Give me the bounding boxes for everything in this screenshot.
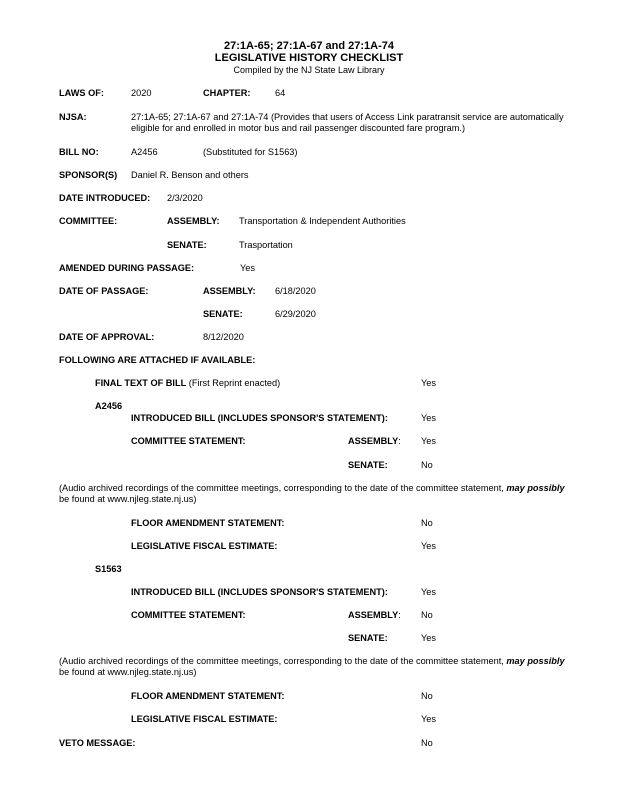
chapter-value: 64 [275, 88, 286, 98]
committee-senate-label: SENATE: [167, 240, 207, 250]
s1563-fiscal-label: LEGISLATIVE FISCAL ESTIMATE: [131, 714, 278, 724]
sponsors-label: SPONSOR(S) [59, 170, 118, 180]
a2456-committee-label: COMMITTEE STATEMENT: [131, 436, 246, 446]
committee-assembly-label: ASSEMBLY: [167, 216, 220, 226]
document-title-line2: LEGISLATIVE HISTORY CHECKLIST [214, 52, 404, 64]
audio-note-2-line2: be found at www.njleg.state.nj.us) [59, 667, 197, 677]
s1563-assembly-label-row [348, 610, 401, 621]
chapter-label: CHAPTER: [203, 88, 251, 98]
s1563-assembly-label: ASSEMBLY [348, 610, 399, 620]
s1563-floor-label: FLOOR AMENDMENT STATEMENT: [131, 691, 285, 701]
a2456-floor-label: FLOOR AMENDMENT STATEMENT: [131, 518, 285, 528]
veto-value: No [421, 738, 433, 748]
document-title-line1: 27:1A-65; 27:1A-67 and 27:1A-74 [224, 40, 394, 52]
s1563-senate-value: Yes [421, 633, 436, 643]
s1563-introduced-label: INTRODUCED BILL (INCLUDES SPONSOR'S STATEMENT): [131, 587, 388, 597]
veto-label: VETO MESSAGE: [59, 738, 136, 748]
a2456-assembly-colon: : [398, 436, 401, 446]
s1563-committee-label: COMMITTEE STATEMENT: [131, 610, 246, 620]
laws-of-value: 2020 [131, 88, 152, 98]
s1563-fiscal-value: Yes [421, 714, 436, 724]
a2456-fiscal-label: LEGISLATIVE FISCAL ESTIMATE: [131, 541, 278, 551]
s1563-introduced-value: Yes [421, 587, 436, 597]
s1563-floor-value: No [421, 691, 433, 701]
a2456-assembly-value: Yes [421, 436, 436, 446]
audio-note-emphasis: may possibly [506, 483, 565, 493]
njsa-line2: eligible for and enrolled in motor bus and rail passenger discounted fare program.) [131, 123, 466, 133]
committee-senate-value: Trasportation [239, 240, 293, 250]
njsa-label: NJSA: [59, 112, 87, 122]
s1563-assembly-colon: : [398, 610, 401, 620]
date-of-approval-value: 8/12/2020 [203, 332, 244, 342]
a2456-label: A2456 [95, 401, 123, 411]
a2456-introduced-value: Yes [421, 413, 436, 423]
audio-note-2-line1 [59, 656, 565, 667]
a2456-assembly-label: ASSEMBLY [348, 436, 399, 446]
date-introduced-label: DATE INTRODUCED: [59, 193, 151, 203]
audio-note-2-emphasis: may possibly [506, 656, 565, 666]
s1563-assembly-value: No [421, 610, 433, 620]
sponsors-value: Daniel R. Benson and others [131, 170, 249, 180]
committee-label: COMMITTEE: [59, 216, 118, 226]
amended-label: AMENDED DURING PASSAGE: [59, 263, 195, 273]
audio-note-text: (Audio archived recordings of the committee meetings, corresponding to the date of the committee statement, [59, 483, 504, 493]
njsa-line1: 27:1A-65; 27:1A-67 and 27:1A-74 (Provides that users of Access Link paratransit service are automatically [131, 112, 564, 122]
passage-senate-value: 6/29/2020 [275, 309, 316, 319]
date-of-passage-label: DATE OF PASSAGE: [59, 286, 149, 296]
final-text-note: (First Reprint enacted) [188, 378, 281, 388]
bill-no-label: BILL NO: [59, 147, 99, 157]
a2456-introduced-label: INTRODUCED BILL (INCLUDES SPONSOR'S STATEMENT): [131, 413, 388, 423]
a2456-fiscal-value: Yes [421, 541, 436, 551]
audio-note-2-text: (Audio archived recordings of the committee meetings, corresponding to the date of the committee statement, [59, 656, 504, 666]
committee-assembly-value: Transportation & Independent Authorities [239, 216, 406, 226]
date-of-approval-label: DATE OF APPROVAL: [59, 332, 155, 342]
bill-no-value: A2456 [131, 147, 158, 157]
attached-heading: FOLLOWING ARE ATTACHED IF AVAILABLE: [59, 355, 256, 365]
a2456-floor-value: No [421, 518, 433, 528]
passage-assembly-label: ASSEMBLY: [203, 286, 256, 296]
final-text-value: Yes [421, 378, 436, 388]
final-text-label: FINAL TEXT OF BILL [95, 378, 187, 388]
s1563-label: S1563 [95, 564, 122, 574]
bill-no-note: (Substituted for S1563) [203, 147, 298, 157]
passage-senate-label: SENATE: [203, 309, 243, 319]
final-text-row [95, 378, 280, 389]
s1563-senate-label: SENATE: [348, 633, 388, 643]
a2456-assembly-label-row [348, 436, 401, 447]
a2456-senate-label: SENATE: [348, 460, 388, 470]
audio-note-line2: be found at www.njleg.state.nj.us) [59, 494, 197, 504]
a2456-senate-value: No [421, 460, 433, 470]
document-subtitle: Compiled by the NJ State Law Library [233, 65, 385, 75]
passage-assembly-value: 6/18/2020 [275, 286, 316, 296]
date-introduced-value: 2/3/2020 [167, 193, 203, 203]
audio-note-line1 [59, 483, 565, 494]
amended-value: Yes [240, 263, 255, 273]
laws-of-label: LAWS OF: [59, 88, 104, 98]
